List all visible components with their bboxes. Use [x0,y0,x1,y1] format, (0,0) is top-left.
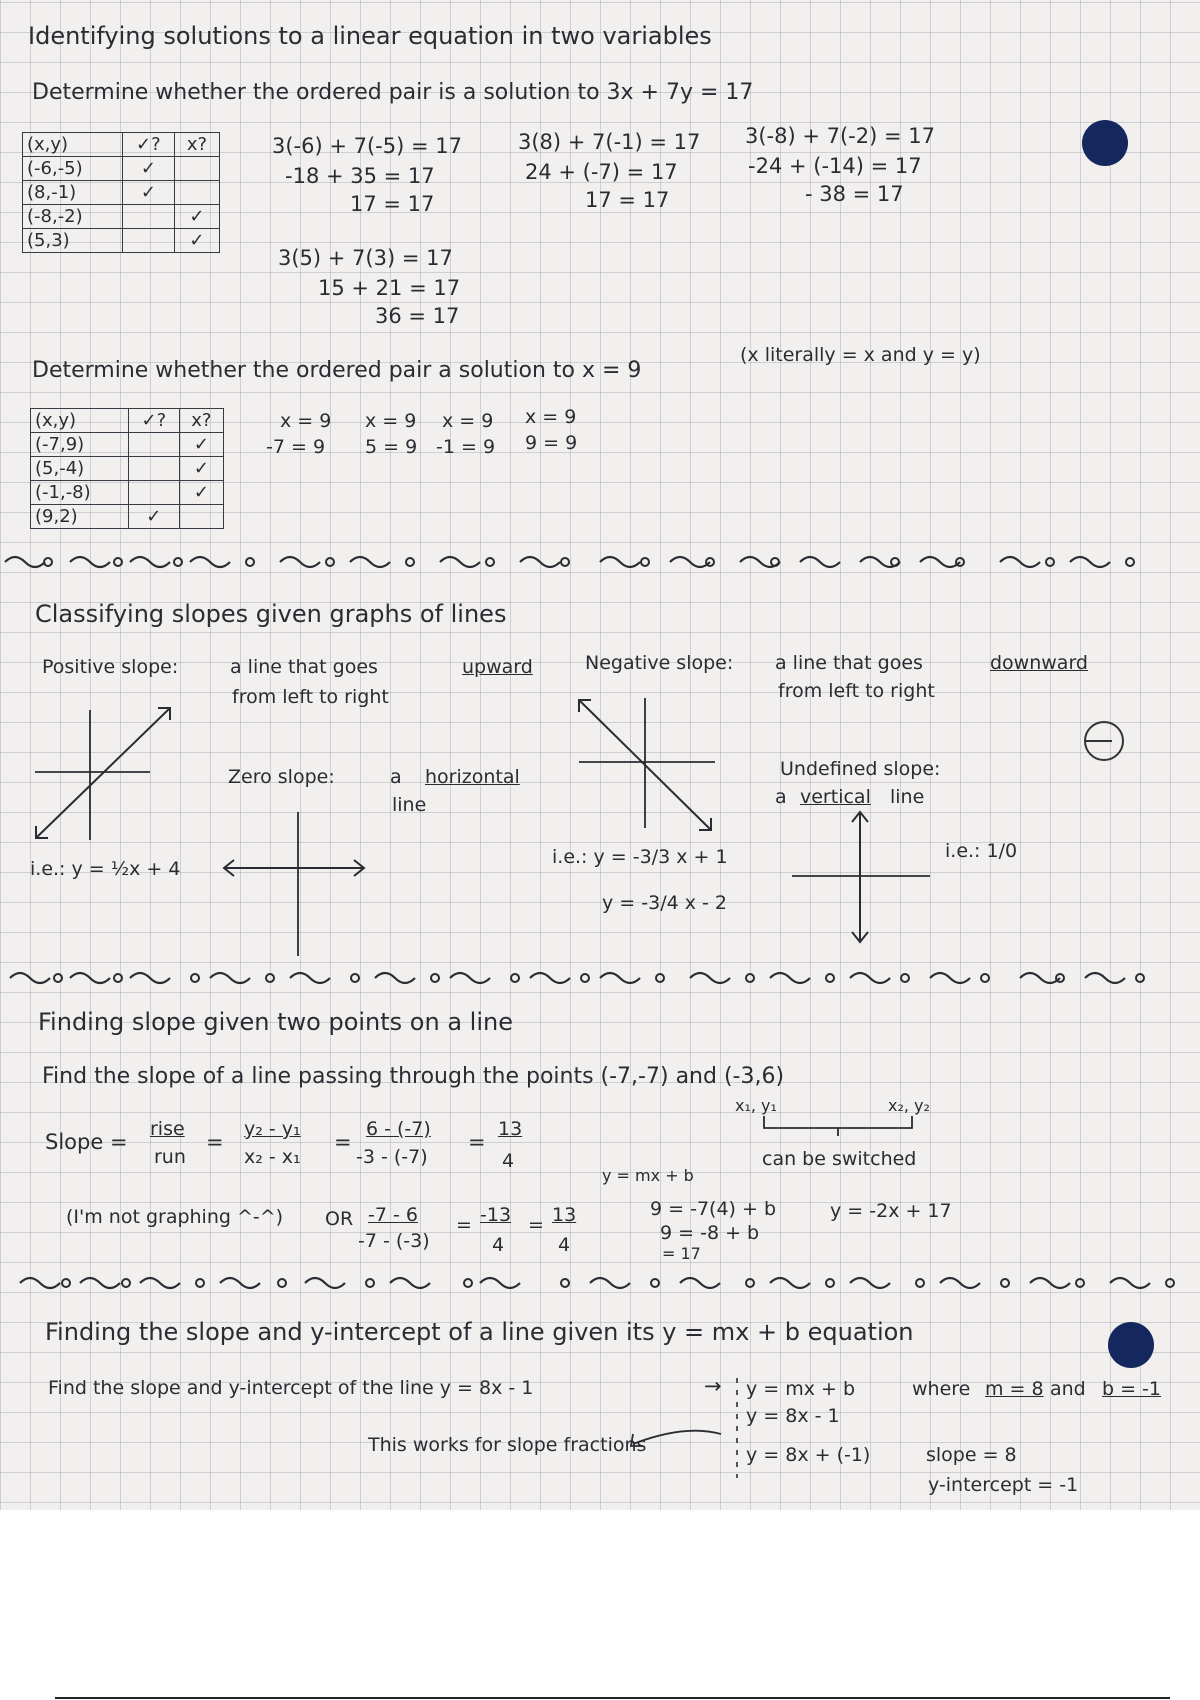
pair-cell: (5,3) [23,229,123,253]
col-header-no: x? [179,409,223,433]
zero-slope-graph [218,810,368,960]
section1-prompt: Determine whether the ordered pair is a solution to 3x + 7y = 17 [32,80,754,105]
xwork-3-line-2: -1 = 9 [436,436,496,458]
check-mark-icon [174,181,219,205]
work-2-line-2: 24 + (-7) = 17 [525,160,678,184]
eq-sign: = [334,1130,352,1154]
check-mark-icon [122,229,174,253]
or-text: OR [325,1208,354,1230]
section3-title: Finding slope given two points on a line [38,1008,513,1036]
subst-numerator: 6 - (-7) [366,1118,431,1140]
section1-title: Identifying solutions to a linear equation in two variables [28,22,712,50]
eq-sign: = [456,1214,472,1236]
work-1-line-2: -18 + 35 = 17 [285,164,435,188]
work-2-line-3: 17 = 17 [585,188,670,212]
negative-desc-2: from left to right [778,680,935,702]
work-3-line-3: - 38 = 17 [805,182,904,206]
arrow-icon: → [704,1374,722,1398]
col-header-yes: ✓? [122,133,174,157]
switch-note: can be switched [762,1148,917,1170]
formula-numerator: y₂ - y₁ [244,1118,301,1140]
table-row [31,433,224,457]
point2-label: x₂, y₂ [888,1096,930,1115]
section4-title: Finding the slope and y-intercept of a line given its y = mx + b equation [45,1318,914,1346]
table-row [31,457,224,481]
negative-desc-underline: downward [990,652,1088,674]
dashed-separator [734,1378,740,1478]
check-mark-icon [128,481,179,505]
zero-desc-underline: horizontal [425,766,520,788]
check-mark-icon: ✓ [179,433,223,457]
answer-intercept: y-intercept = -1 [928,1474,1079,1496]
section1b-prompt: Determine whether the ordered pair a solution to x = 9 [32,358,642,383]
undefined-desc-underline: vertical [800,786,871,808]
solution-table-2 [30,408,224,529]
xwork-1-line-2: -7 = 9 [266,436,326,458]
alt-result-denominator: 4 [492,1234,505,1256]
table-row [23,181,220,205]
check-mark-icon: ✓ [174,205,219,229]
alt-result2-numerator: 13 [552,1204,577,1226]
check-mark-icon: ✓ [174,229,219,253]
check-mark-icon: ✓ [179,457,223,481]
check-mark-icon [174,157,219,181]
alt-result2-denominator: 4 [558,1234,571,1256]
ymxb-line-3: 9 = -8 + b [660,1222,760,1244]
pair-cell: (-1,-8) [31,481,129,505]
answer-slope: slope = 8 [926,1444,1017,1466]
zero-desc-2: line [392,794,427,816]
work-1-line-3: 17 = 17 [350,192,435,216]
check-mark-icon [179,505,223,529]
undefined-desc-1: a [775,786,787,808]
work-3-line-1: 3(-8) + 7(-2) = 17 [745,124,935,148]
ymxb-line-4: = 17 [662,1244,701,1263]
pair-cell: (-7,9) [31,433,129,457]
result-numerator: 13 [498,1118,523,1140]
work-3-line-2: -24 + (-14) = 17 [748,154,922,178]
where-m: m = 8 [985,1378,1044,1400]
step-1: y = mx + b [746,1378,856,1400]
xwork-2-line-2: 5 = 9 [365,436,418,458]
table-header [31,409,224,433]
xwork-4-line-2: 9 = 9 [525,432,578,454]
zero-label: Zero slope: [228,766,335,788]
xwork-3-line-1: x = 9 [442,410,494,432]
final-equation: y = -2x + 17 [830,1200,952,1222]
pair-cell: (8,-1) [23,181,123,205]
table-row [31,481,224,505]
pair-cell: (-8,-2) [23,205,123,229]
solution-table-1 [22,132,220,253]
table-row [31,505,224,529]
undefined-desc-2: line [890,786,925,808]
check-mark-icon [128,457,179,481]
squiggle-divider [0,1268,1200,1298]
where-text: where [912,1378,971,1400]
negative-slope-graph [575,694,725,834]
eq-sign: = [206,1130,224,1154]
work-1-line-1: 3(-6) + 7(-5) = 17 [272,134,462,158]
punch-hole-icon [1082,120,1128,166]
table-row [23,205,220,229]
formula-denominator: x₂ - x₁ [244,1146,301,1168]
positive-desc-1: a line that goes [230,656,378,678]
result-denominator: 4 [502,1150,515,1172]
ymxb-line-1: y = mx + b [602,1166,694,1185]
squiggle-divider [0,963,1200,993]
section4-prompt: Find the slope and y-intercept of the line y = 8x - 1 [48,1377,534,1399]
where-and: and [1050,1378,1086,1400]
aside-note: (I'm not graphing ^-^) [66,1206,284,1228]
check-mark-icon [122,205,174,229]
xwork-4-line-1: x = 9 [525,406,577,428]
check-mark-icon [128,433,179,457]
zero-desc-1: a [390,766,402,788]
run-text: run [154,1146,186,1168]
undefined-label: Undefined slope: [780,758,941,780]
squiggle-divider [0,547,1200,577]
subst-denominator: -3 - (-7) [356,1146,428,1168]
fraction-note: This works for slope fractions [368,1434,647,1456]
eq-sign: = [528,1214,544,1236]
xwork-2-line-1: x = 9 [365,410,417,432]
section1b-note: (x literally = x and y = y) [740,344,981,366]
xwork-1-line-1: x = 9 [280,410,332,432]
work-4-line-1: 3(5) + 7(3) = 17 [278,246,453,270]
switch-bracket [760,1114,920,1138]
pair-cell: (5,-4) [31,457,129,481]
positive-label: Positive slope: [42,656,179,678]
ymxb-line-2: 9 = -7(4) + b [650,1198,777,1220]
check-mark-icon: ✓ [128,505,179,529]
where-b: b = -1 [1102,1378,1162,1400]
negative-desc-1: a line that goes [775,652,923,674]
alt-result-numerator: -13 [480,1204,512,1226]
undefined-slope-graph [790,808,940,948]
negative-label: Negative slope: [585,652,734,674]
positive-desc-2: from left to right [232,686,389,708]
work-4-line-2: 15 + 21 = 17 [318,276,461,300]
check-mark-icon: ✓ [122,181,174,205]
col-header-yes: ✓? [128,409,179,433]
step-2: y = 8x - 1 [746,1405,840,1427]
point1-label: x₁, y₁ [735,1096,777,1115]
check-mark-icon: ✓ [122,157,174,181]
negative-example-2: y = -3/4 x - 2 [602,892,727,914]
undefined-example: i.e.: 1/0 [945,840,1018,862]
positive-slope-graph [30,700,190,850]
col-header-pair: (x,y) [31,409,129,433]
page-bottom-rule [55,1697,1170,1699]
alt-numerator: -7 - 6 [368,1204,418,1226]
alt-denominator: -7 - (-3) [358,1230,430,1252]
punch-hole-icon [1108,1322,1154,1368]
check-mark-icon: ✓ [179,481,223,505]
pair-cell: (-6,-5) [23,157,123,181]
work-4-line-3: 36 = 17 [375,304,460,328]
section3-prompt: Find the slope of a line passing through the points (-7,-7) and (-3,6) [42,1064,785,1089]
positive-desc-underline: upward [462,656,533,678]
rise-text: rise [150,1118,185,1140]
negative-example-1: i.e.: y = -3/3 x + 1 [552,846,728,868]
col-header-pair: (x,y) [23,133,123,157]
col-header-no: x? [174,133,219,157]
arrow-icon [625,1424,725,1454]
slope-word: Slope = [45,1130,128,1154]
step-3: y = 8x + (-1) [746,1444,871,1466]
section2-title: Classifying slopes given graphs of lines [35,600,507,628]
eq-sign: = [468,1130,486,1154]
pair-cell: (9,2) [31,505,129,529]
positive-example: i.e.: y = ½x + 4 [30,858,181,880]
table-row [23,229,220,253]
work-2-line-1: 3(8) + 7(-1) = 17 [518,130,701,154]
punch-hole-outline-icon [1082,718,1130,764]
table-row [23,157,220,181]
table-header [23,133,220,157]
